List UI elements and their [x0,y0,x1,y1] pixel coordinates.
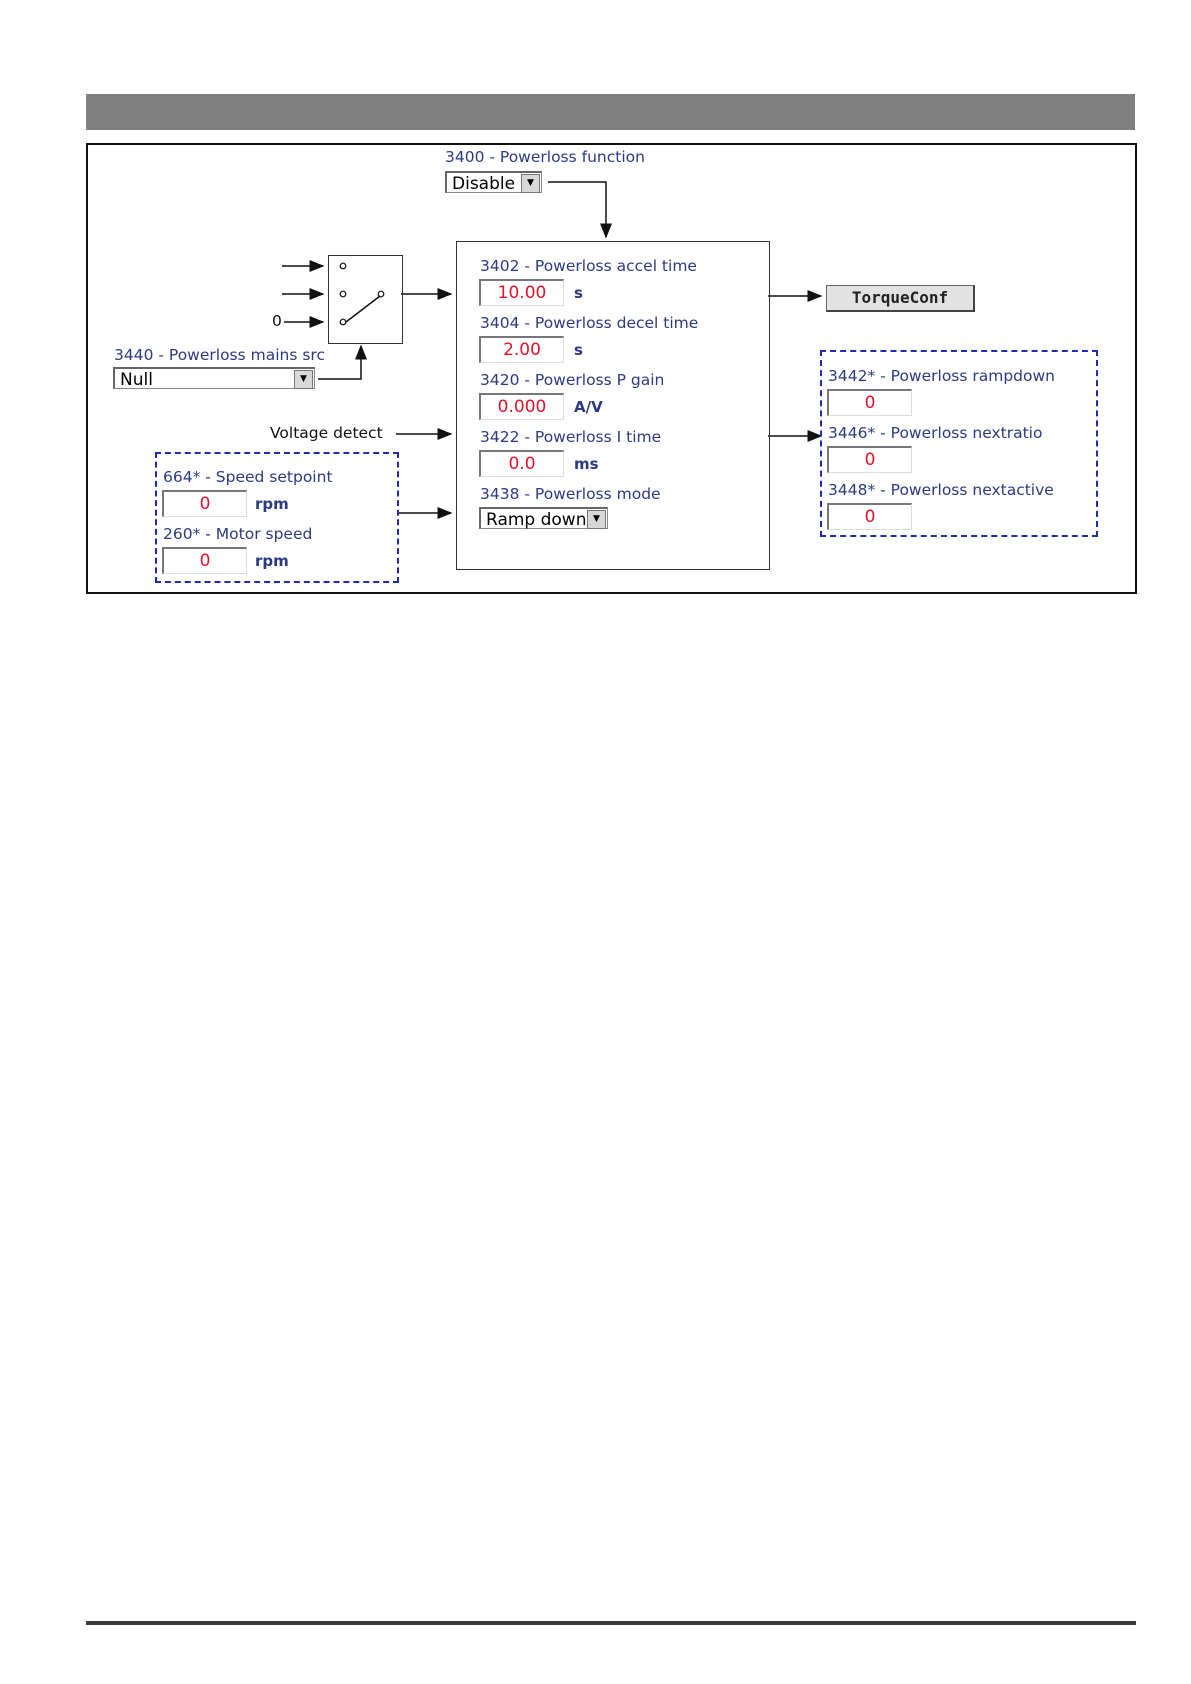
powerloss-function-select[interactable] [445,171,542,193]
chevron-down-icon[interactable]: ▼ [587,510,606,529]
powerloss-function-value: Disable [452,174,516,194]
switch-input-zero: 0 [272,312,282,330]
i-time-field[interactable]: 0.0 [479,450,564,477]
nextactive-label: 3448* - Powerloss nextactive [828,481,1054,499]
nextratio-label: 3446* - Powerloss nextratio [828,424,1043,442]
nextratio-field[interactable]: 0 [827,446,912,473]
mode-label: 3438 - Powerloss mode [480,485,661,503]
motor-speed-field[interactable]: 0 [162,547,247,574]
selector-switch [328,255,403,344]
decel-time-field[interactable]: 2.00 [479,336,564,363]
chevron-down-icon[interactable]: ▼ [521,174,540,193]
torqueconf-button[interactable]: TorqueConf [826,285,975,312]
mains-src-value: Null [120,370,153,390]
decel-time-label: 3404 - Powerloss decel time [480,314,699,332]
rampdown-field[interactable]: 0 [827,389,912,416]
accel-time-unit: s [574,284,583,302]
p-gain-unit: A/V [574,398,603,416]
motor-speed-label: 260* - Motor speed [163,525,313,543]
speed-setpoint-field[interactable]: 0 [162,490,247,517]
chevron-down-icon[interactable]: ▼ [294,370,313,389]
p-gain-label: 3420 - Powerloss P gain [480,371,665,389]
accel-time-label: 3402 - Powerloss accel time [480,257,697,275]
motor-speed-unit: rpm [255,552,289,570]
mode-select[interactable] [479,507,608,529]
i-time-label: 3422 - Powerloss I time [480,428,662,446]
nextactive-field[interactable]: 0 [827,503,912,530]
voltage-detect-label: Voltage detect [270,424,383,442]
mode-value: Ramp down [486,510,587,530]
decel-time-unit: s [574,341,583,359]
mains-src-select[interactable] [113,367,315,389]
p-gain-field[interactable]: 0.000 [479,393,564,420]
accel-time-field[interactable]: 10.00 [479,279,564,306]
speed-setpoint-unit: rpm [255,495,289,513]
speed-setpoint-label: 664* - Speed setpoint [163,468,333,486]
header-bar [86,94,1135,130]
footer-rule [86,1621,1136,1625]
powerloss-function-label: 3400 - Powerloss function [445,148,645,166]
i-time-unit: ms [574,455,599,473]
mains-src-label: 3440 - Powerloss mains src [114,346,325,364]
rampdown-label: 3442* - Powerloss rampdown [828,367,1056,385]
